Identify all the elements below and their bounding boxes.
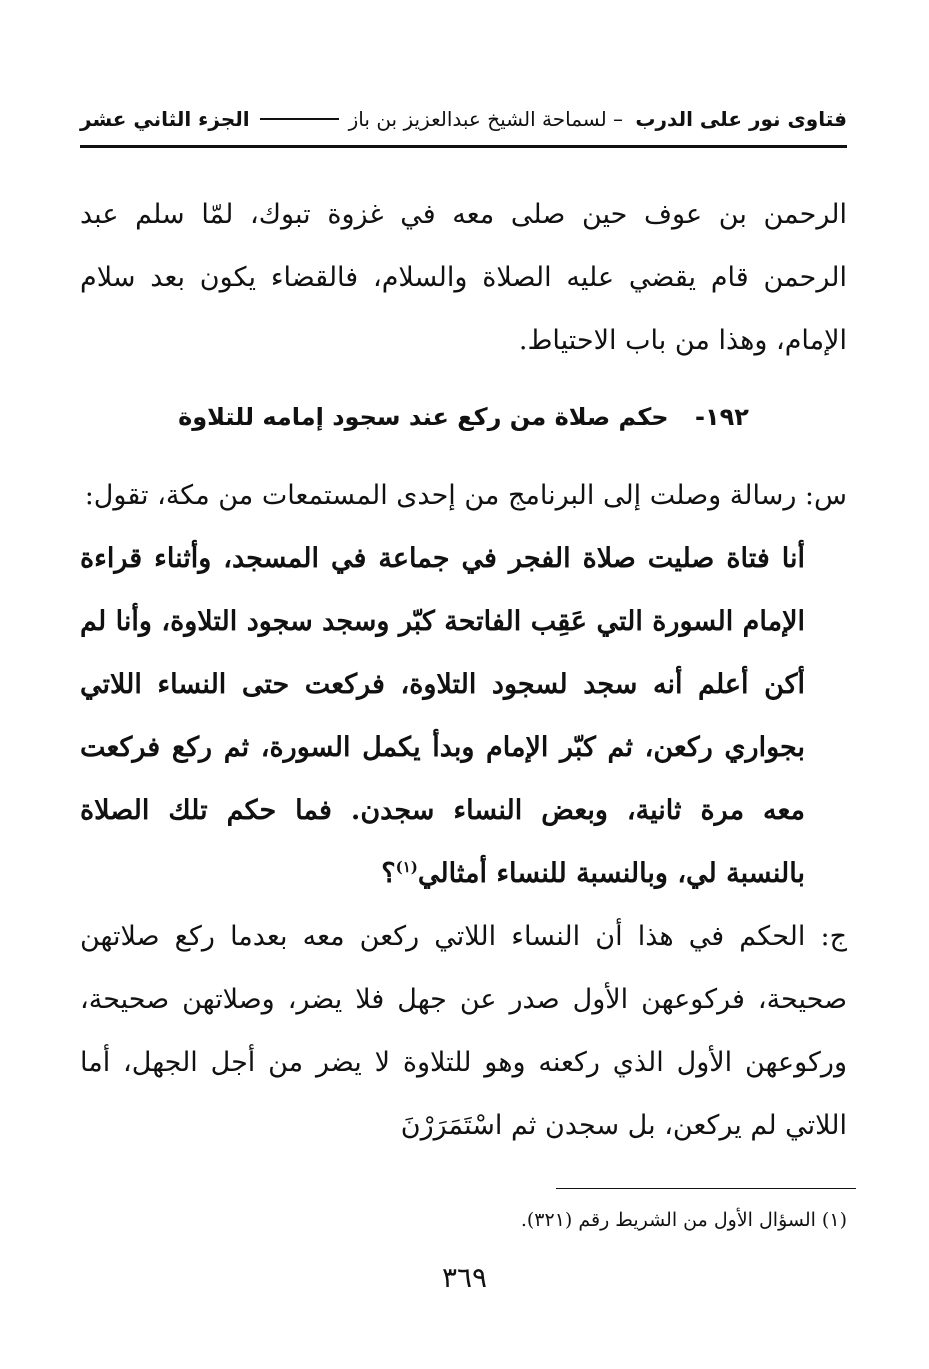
page-number: ٣٦٩ bbox=[441, 1261, 488, 1294]
footnote: (١) السؤال الأول من الشريط رقم (٣٢١). bbox=[520, 1209, 847, 1231]
running-header bbox=[80, 100, 847, 138]
footnote-separator bbox=[556, 1188, 856, 1189]
section-heading bbox=[80, 392, 847, 442]
header-divider bbox=[80, 145, 847, 148]
question-body: أنا فتاة صليت صلاة الفجر في جماعة في المسجد، وأثناء قراءة الإمام السورة التي عَقِب الفاتحة كبّر وسجد سجود التلاوة، وأنا لم أكن أعلم أنه سجد لسجود التلاوة، فركعت حتى النساء اللاتي بجواري ركعن، ثم كبّر الإمام وبدأ يكمل السورة، ثم ركع فركعت معه مرة ثانية، وبعض النساء سجدن. فما حكم تلك الصلاة بالنسبة لي، وبالنسبة للنساء أمثالي bbox=[80, 543, 805, 889]
continuation-paragraph: الرحمن بن عوف حين صلى معه في غزوة تبوك، لمّا سلم عبد الرحمن قام يقضي عليه الصلاة والسلام، فالقضاء يكون بعد سلام الإمام، وهذا من باب الاحتياط. bbox=[80, 199, 847, 356]
header-series-group bbox=[349, 107, 847, 131]
question-block bbox=[80, 464, 847, 905]
header-series-title: فتاوى نور على الدرب bbox=[635, 107, 847, 131]
header-dash-rule bbox=[260, 118, 339, 120]
section-number: ١٩٢- bbox=[694, 403, 749, 431]
answer-paragraph: ج: الحكم في هذا أن النساء اللاتي ركعن معه بعدما ركع صلاتهن صحيحة، فركوعهن الأول صدر عن جهل فلا يضر، وصلاتهن صحيحة، وركوعهن الأول الذي ركعنه وهو للتلاوة لا يضر من أجل الجهل، أما اللاتي لم يركعن، بل سجدن ثم اسْتَمَرَرْنَ bbox=[80, 921, 847, 1141]
header-author: – لسماحة الشيخ عبدالعزيز بن باز bbox=[348, 107, 624, 131]
question-body-wrap bbox=[80, 527, 847, 905]
question-end: ؟ bbox=[381, 858, 396, 889]
section-title: حكم صلاة من ركع عند سجود إمامه للتلاوة bbox=[178, 403, 669, 431]
question-lead: س: رسالة وصلت إلى البرنامج من إحدى المستمعات من مكة، تقول: bbox=[84, 480, 847, 511]
footnote-marker: (١) bbox=[395, 858, 418, 876]
header-volume: الجزء الثاني عشر bbox=[80, 107, 250, 131]
